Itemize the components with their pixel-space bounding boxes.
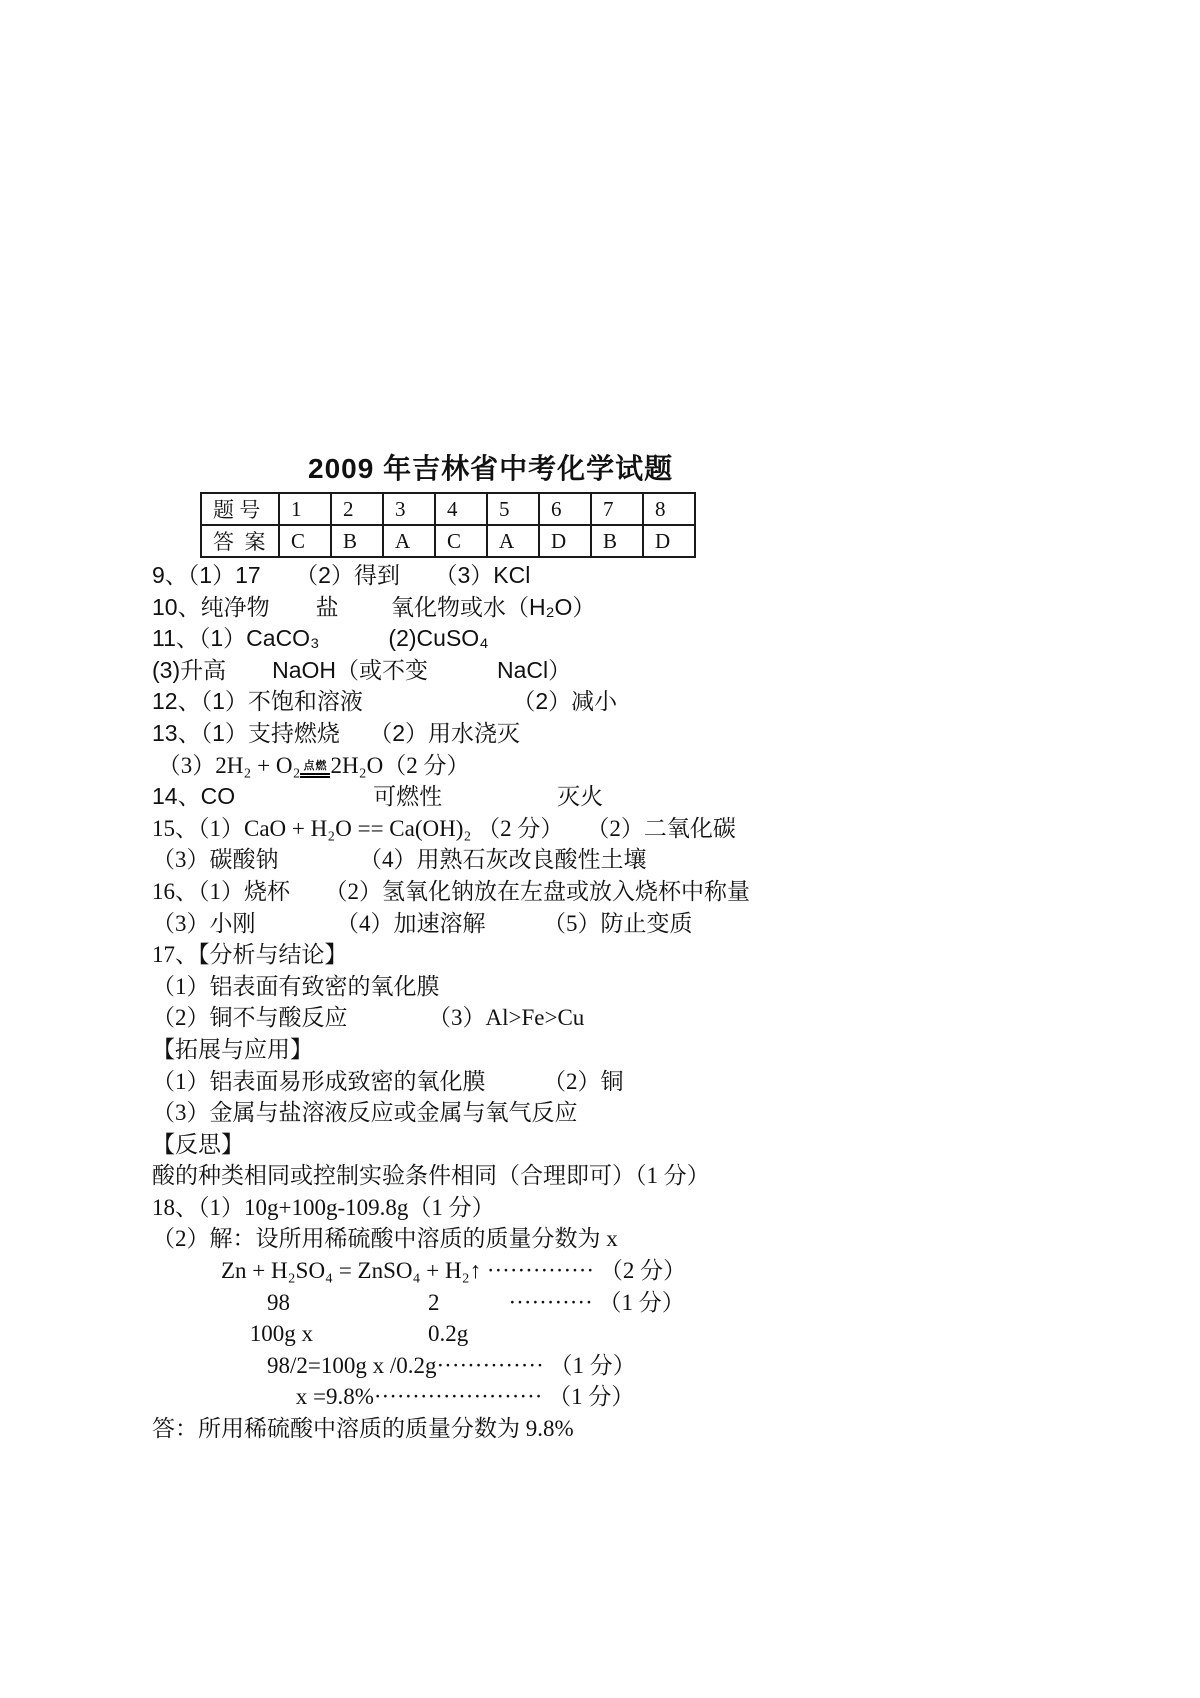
question-number-row-label: 题 号 [201,493,279,525]
answer-cell: D [539,525,591,557]
answer-cell: B [331,525,383,557]
answer-line: （1）铝表面易形成致密的氧化膜 （2）铜 [152,1068,624,1094]
question-number-cell: 4 [435,493,487,525]
answer-cell: C [279,525,331,557]
answer-line: 9、（1）17 （2）得到 （3）KCl [152,562,531,588]
answer-row [201,525,695,557]
answer-line: （1）铝表面有致密的氧化膜 [152,973,440,999]
answer-line: 14、CO 可燃性 灭火 [152,783,604,810]
equation-right-side: 2H₂O（2 分） [330,752,470,778]
answer-line: 酸的种类相同或控制实验条件相同（合理即可）（1 分） [152,1163,710,1189]
answer-line: （3）小刚 （4）加速溶解 （5）防止变质 [152,910,693,936]
answer-line: 【反思】 [152,1131,244,1157]
question-number-cell: 6 [539,493,591,525]
answer-line: 13、（1）支持燃烧 （2）用水浇灭 [152,719,521,746]
question-number-cell: 1 [279,493,331,525]
answer-key-table [200,492,696,558]
answer-line: （3）金属与盐溶液反应或金属与氧气反应 [152,1100,578,1126]
answer-cell: B [591,525,643,557]
answer-lines [152,560,1152,1445]
answer-line: 10、纯净物 盐 氧化物或水（H₂O） [152,593,596,620]
answer-line: 18、（1）10g+100g-109.8g（1 分） [152,1194,495,1220]
page-title: 2009 年吉林省中考化学试题 [308,453,674,484]
answer-line: 12、（1）不饱和溶液 （2）减小 [152,688,618,715]
answer-line: 15、（1）CaO + H₂O == Ca(OH)₂ （2 分） （2）二氧化碳 [152,815,736,841]
answer-cell: C [435,525,487,557]
answer-line: x =9.8%······················ （1 分） [152,1384,635,1410]
answer-line: 17、【分析与结论】 [152,942,348,968]
answer-line: （2）解：设所用稀硫酸中溶质的质量分数为 x [152,1226,618,1252]
answer-line: 100g x 0.2g [152,1321,469,1347]
answer-line: (3)升高 NaOH（或不变 NaCl） [152,656,572,683]
reaction-condition-label: 点燃 [300,760,330,778]
answer-line: 98 2 ··········· （1 分） [152,1289,685,1315]
answer-line: （2）铜不与酸反应 （3）Al>Fe>Cu [152,1005,585,1031]
question-number-cell: 5 [487,493,539,525]
answer-line: 16、（1）烧杯 （2）氢氧化钠放在左盘或放入烧杯中称量 [152,878,750,904]
answer-cell: A [487,525,539,557]
answer-line-equation [152,750,1152,782]
answer-line: Zn + H₂SO₄ = ZnSO₄ + H₂↑ ·············· （2 分） [152,1258,687,1284]
answer-line: 11、（1）CaCO₃ (2)CuSO₄ [152,625,489,652]
question-number-cell: 2 [331,493,383,525]
answer-line: 答：所用稀硫酸中溶质的质量分数为 9.8% [152,1416,574,1442]
question-number-row [201,493,695,525]
answer-line: 【拓展与应用】 [152,1036,313,1062]
answer-row-label: 答 案 [201,525,279,557]
question-number-cell: 3 [383,493,435,525]
question-number-cell: 8 [643,493,695,525]
answer-line: 98/2=100g x /0.2g·············· （1 分） [152,1352,636,1378]
answer-line: （3）碳酸钠 （4）用熟石灰改良酸性土壤 [152,847,647,873]
answer-cell: A [383,525,435,557]
question-number-cell: 7 [591,493,643,525]
answer-key-table-body [201,493,695,557]
answer-cell: D [643,525,695,557]
equation-left-side: （3）2H₂ + O₂ [152,752,301,778]
